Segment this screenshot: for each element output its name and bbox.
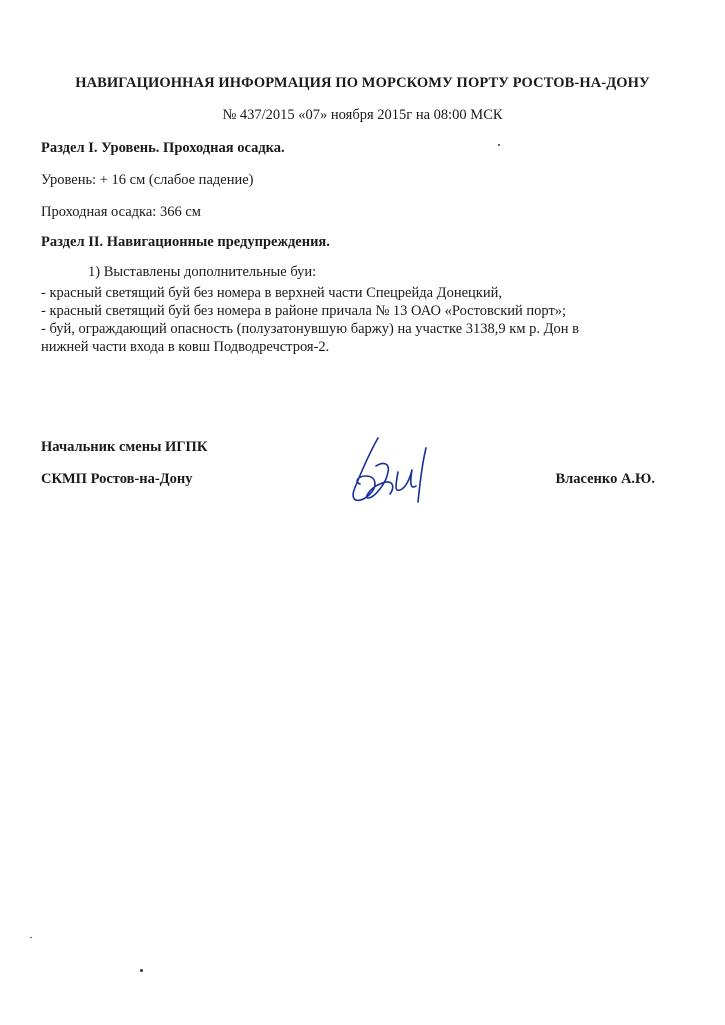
bullet-line-2: - красный светящий буй без номера в районе причала № 13 ОАО «Ростовский порт»; xyxy=(41,303,567,319)
scan-speck xyxy=(498,144,500,146)
bullet-line-1: - красный светящий буй без номера в верхней части Спецрейда Донецкий, xyxy=(41,285,502,301)
document-number-date: № 437/2015 «07» ноября 2015г на 08:00 МСК xyxy=(222,107,503,123)
scan-speck xyxy=(140,969,143,972)
scan-speck xyxy=(30,937,32,938)
handwritten-signature xyxy=(340,432,440,512)
signer-position-line1: Начальник смены ИГПК xyxy=(41,439,208,455)
bullet-line-3: - буй, ограждающий опасность (полузатонувшую баржу) на участке 3138,9 км р. Дон в xyxy=(41,321,580,337)
bullet-line-4: нижней части входа в ковш Подводречстроя-2. xyxy=(41,339,330,355)
section2-heading: Раздел II. Навигационные предупреждения. xyxy=(41,234,330,250)
document-title: НАВИГАЦИОННАЯ ИНФОРМАЦИЯ ПО МОРСКОМУ ПОРТУ РОСТОВ-НА-ДОНУ xyxy=(75,75,650,91)
warning-item-1: 1) Выставлены дополнительные буи: xyxy=(88,264,317,280)
signer-position-line2: СКМП Ростов-на-Дону xyxy=(41,471,193,487)
section1-heading: Раздел I. Уровень. Проходная осадка. xyxy=(41,140,285,156)
passage-draft-line: Проходная осадка: 366 см xyxy=(41,204,201,220)
water-level-line: Уровень: + 16 см (слабое падение) xyxy=(41,172,254,188)
signer-name: Власенко А.Ю. xyxy=(555,471,655,487)
